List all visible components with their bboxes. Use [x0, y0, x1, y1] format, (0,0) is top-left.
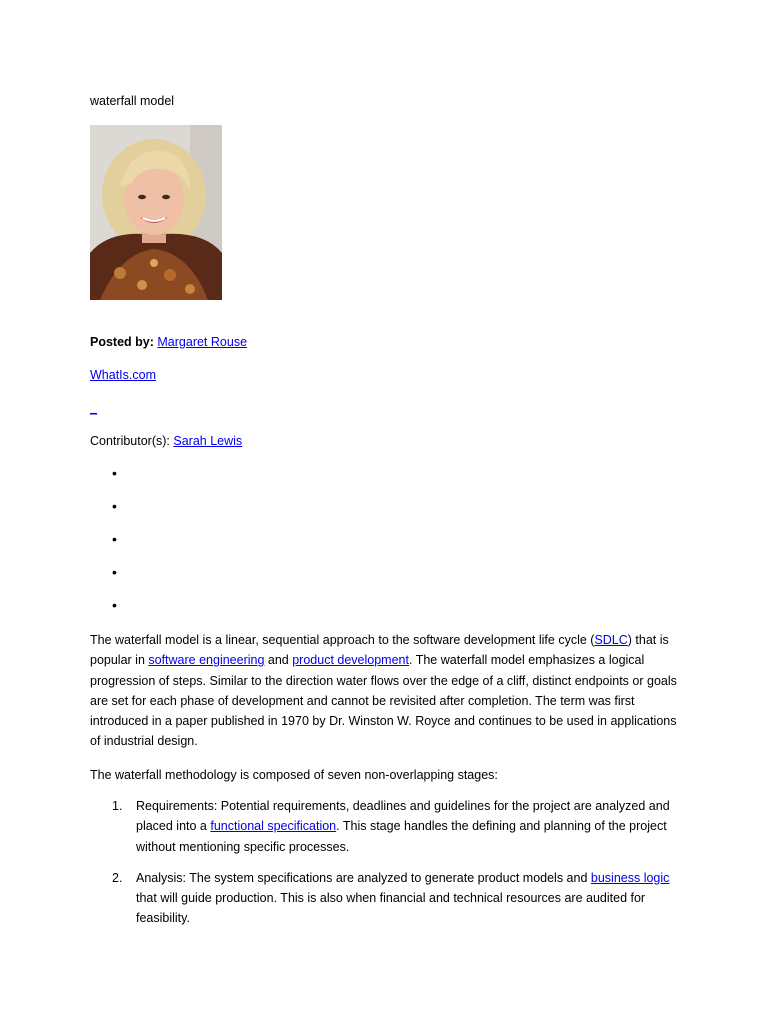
sdlc-link[interactable]: SDLC [594, 633, 628, 647]
page-title: waterfall model [90, 94, 175, 108]
intro-text: The waterfall model is a linear, sequential approach to the software development life cycle ( [90, 633, 595, 647]
author-photo [90, 125, 222, 300]
site-link[interactable]: WhatIs.com [90, 368, 156, 382]
intro-text: ) that is popular in [90, 633, 669, 668]
author-link[interactable]: Margaret Rouse [157, 335, 248, 349]
contributor-label: Contributor(s): [90, 434, 170, 448]
stage-text: Requirements: Potential requirements, deadlines and guidelines for the project are analyzed and placed into a [136, 799, 670, 834]
contributors [90, 434, 242, 448]
bullet-icon: • [112, 465, 117, 481]
contributor-link[interactable]: Sarah Lewis [173, 434, 243, 448]
bullet-icon: • [112, 498, 117, 514]
stage-text: that will guide production. This is also when financial and technical resources are audited for feasibility. [136, 891, 646, 926]
functional-specification-link[interactable]: functional specification [210, 819, 337, 834]
stages-list [90, 796, 690, 929]
intro-text: and [264, 653, 293, 668]
product-development-link[interactable]: product development [292, 653, 409, 668]
posted-by-label: Posted by: [90, 335, 154, 349]
intro-text: . The waterfall model emphasizes a logical progression of steps. Similar to the direction water flows over the edge of a cliff, distinct endpoints or goals are set for each phase of development and cannot be revisited after completion. The term was first introduced in a paper published in 1970 by Dr. Winston W. Royce and continues to be used in applications of industrial design. [90, 653, 677, 749]
business-logic-link[interactable]: business logic [590, 870, 670, 885]
site-line [90, 368, 156, 382]
stage-number: 1. [112, 799, 123, 813]
blank-link[interactable]: _ [90, 401, 97, 415]
stage-text: Analysis: The system specifications are analyzed to generate product models and [136, 870, 591, 885]
stage-text: . This stage handles the defining and planning of the project without mentioning specific processes. [136, 819, 667, 854]
posted-by [90, 335, 247, 349]
stages-intro: The waterfall methodology is composed of seven non-overlapping stages: [90, 768, 498, 782]
software-engineering-link[interactable]: software engineering [148, 653, 265, 668]
intro-paragraph [90, 630, 690, 752]
list-item [90, 796, 690, 857]
bullet-icon: • [112, 597, 117, 613]
bullet-icon: • [112, 564, 117, 580]
blank-line [90, 401, 97, 415]
stage-number: 2. [112, 870, 123, 885]
list-item [90, 868, 690, 929]
bullet-icon: • [112, 531, 117, 547]
author-portrait-image [90, 125, 222, 300]
